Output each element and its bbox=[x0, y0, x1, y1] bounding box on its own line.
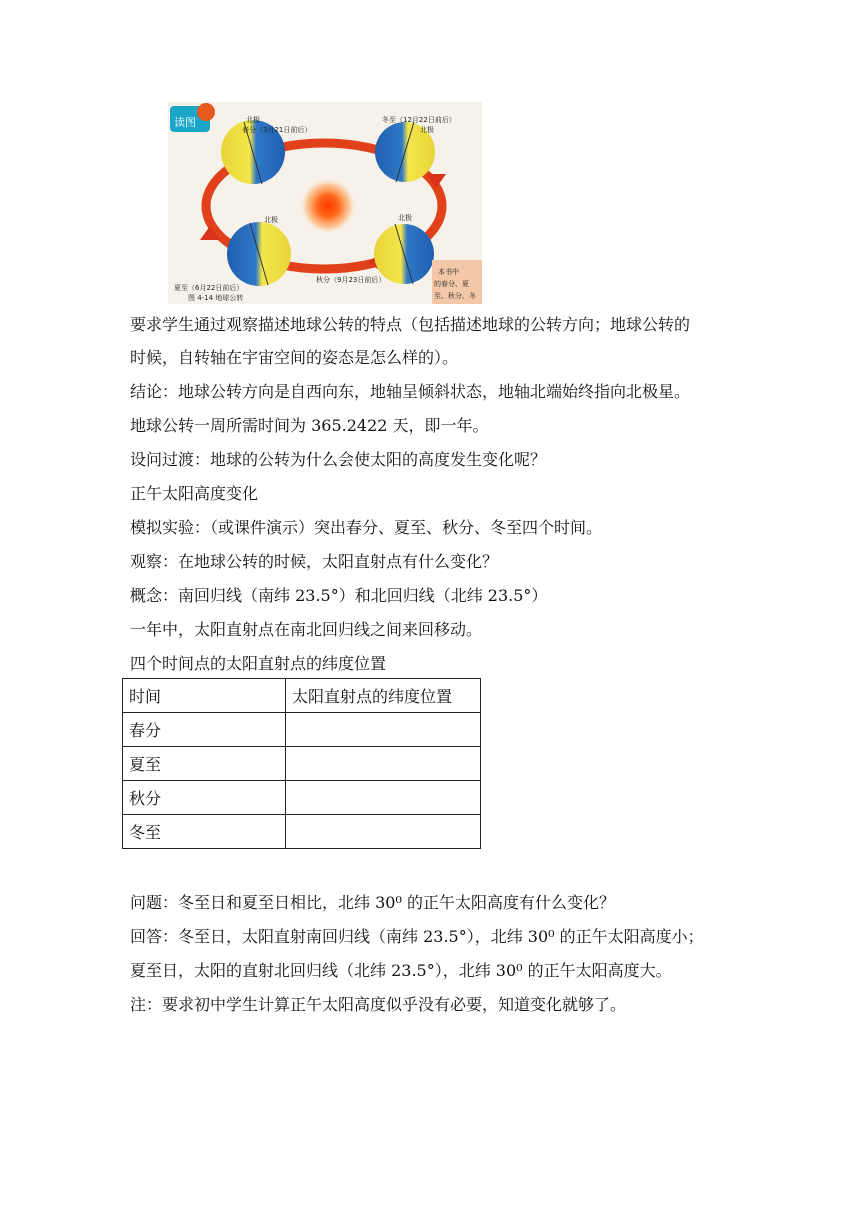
side-note-line-1: 本书中 bbox=[438, 268, 459, 276]
earth-summer-icon bbox=[227, 222, 291, 286]
answer-line-1: 回答：冬至日，太阳直射南回归线（南纬 23.5°），北纬 30⁰ 的正午太阳高度小； bbox=[130, 927, 704, 946]
cell-season: 冬至 bbox=[123, 815, 286, 849]
earth-revolution-figure bbox=[168, 102, 482, 304]
north-pole-label-4: 北极 bbox=[398, 214, 412, 222]
latitude-table bbox=[122, 678, 481, 849]
side-note-line-3: 至、秋分、冬 bbox=[434, 292, 476, 300]
earth-orbit-illustration bbox=[168, 102, 482, 304]
answer-line-2: 夏至日，太阳的直射北回归线（北纬 23.5°），北纬 30⁰ 的正午太阳高度大。 bbox=[130, 961, 672, 980]
spring-label: 春分（3月21日前后） bbox=[242, 126, 312, 134]
cell-season: 春分 bbox=[123, 713, 286, 747]
north-pole-label-3: 北极 bbox=[264, 216, 278, 224]
paragraph-period: 地球公转一周所需时间为 365.2422 天，即一年。 bbox=[130, 416, 489, 435]
table-row bbox=[123, 815, 481, 849]
paragraph-observation: 观察：在地球公转的时候，太阳直射点有什么变化？ bbox=[130, 552, 499, 571]
sun-icon bbox=[300, 178, 356, 234]
header-time: 时间 bbox=[123, 679, 286, 713]
north-pole-label-1: 北极 bbox=[246, 116, 260, 124]
paragraph-movement: 一年中，太阳直射点在南北回归线之间来回移动。 bbox=[130, 620, 483, 639]
table-row bbox=[123, 781, 481, 815]
paragraph-concept: 概念：南回归线（南纬 23.5°）和北回归线（北纬 23.5°） bbox=[130, 586, 548, 605]
section-heading-noon-sun: 正午太阳高度变化 bbox=[130, 484, 259, 503]
figure-caption: 图 4-14 地球公转 bbox=[188, 294, 244, 302]
table-row bbox=[123, 713, 481, 747]
paragraph-conclusion: 结论：地球公转方向是自西向东，地轴呈倾斜状态，地轴北端始终指向北极星。 bbox=[130, 382, 691, 401]
paragraph-simulation: 模拟实验：（或课件演示）突出春分、夏至、秋分、冬至四个时间。 bbox=[130, 518, 603, 537]
side-note-line-2: 的春分、夏 bbox=[434, 280, 469, 288]
paragraph-observe-line2: 时候，自转轴在宇宙空间的姿态是怎么样的）。 bbox=[130, 348, 459, 367]
badge-text: 读图 bbox=[174, 116, 196, 129]
table-title: 四个时间点的太阳直射点的纬度位置 bbox=[130, 654, 387, 673]
cell-latitude[interactable] bbox=[286, 747, 481, 781]
paragraph-observe-line1: 要求学生通过观察描述地球公转的特点（包括描述地球的公转方向；地球公转的 bbox=[130, 315, 691, 334]
winter-label: 冬至（12月22日前后） bbox=[382, 116, 456, 124]
cell-latitude[interactable] bbox=[286, 815, 481, 849]
cell-latitude[interactable] bbox=[286, 781, 481, 815]
autumn-label: 秋分（9月23日前后） bbox=[316, 276, 386, 284]
summer-label: 夏至（6月22日前后） bbox=[174, 284, 244, 292]
paragraph-transition-question: 设问过渡：地球的公转为什么会使太阳的高度发生变化呢？ bbox=[130, 450, 547, 469]
question-paragraph: 问题：冬至日和夏至日相比，北纬 30⁰ 的正午太阳高度有什么变化？ bbox=[130, 893, 615, 912]
header-latitude: 太阳直射点的纬度位置 bbox=[286, 679, 481, 713]
table-row bbox=[123, 747, 481, 781]
cell-season: 夏至 bbox=[123, 747, 286, 781]
cell-season: 秋分 bbox=[123, 781, 286, 815]
north-pole-label-2: 北极 bbox=[420, 126, 434, 134]
note-paragraph: 注：要求初中学生计算正午太阳高度似乎没有必要，知道变化就够了。 bbox=[130, 995, 627, 1014]
earth-autumn-icon bbox=[374, 224, 434, 284]
table-header-row bbox=[123, 679, 481, 713]
cell-latitude[interactable] bbox=[286, 713, 481, 747]
